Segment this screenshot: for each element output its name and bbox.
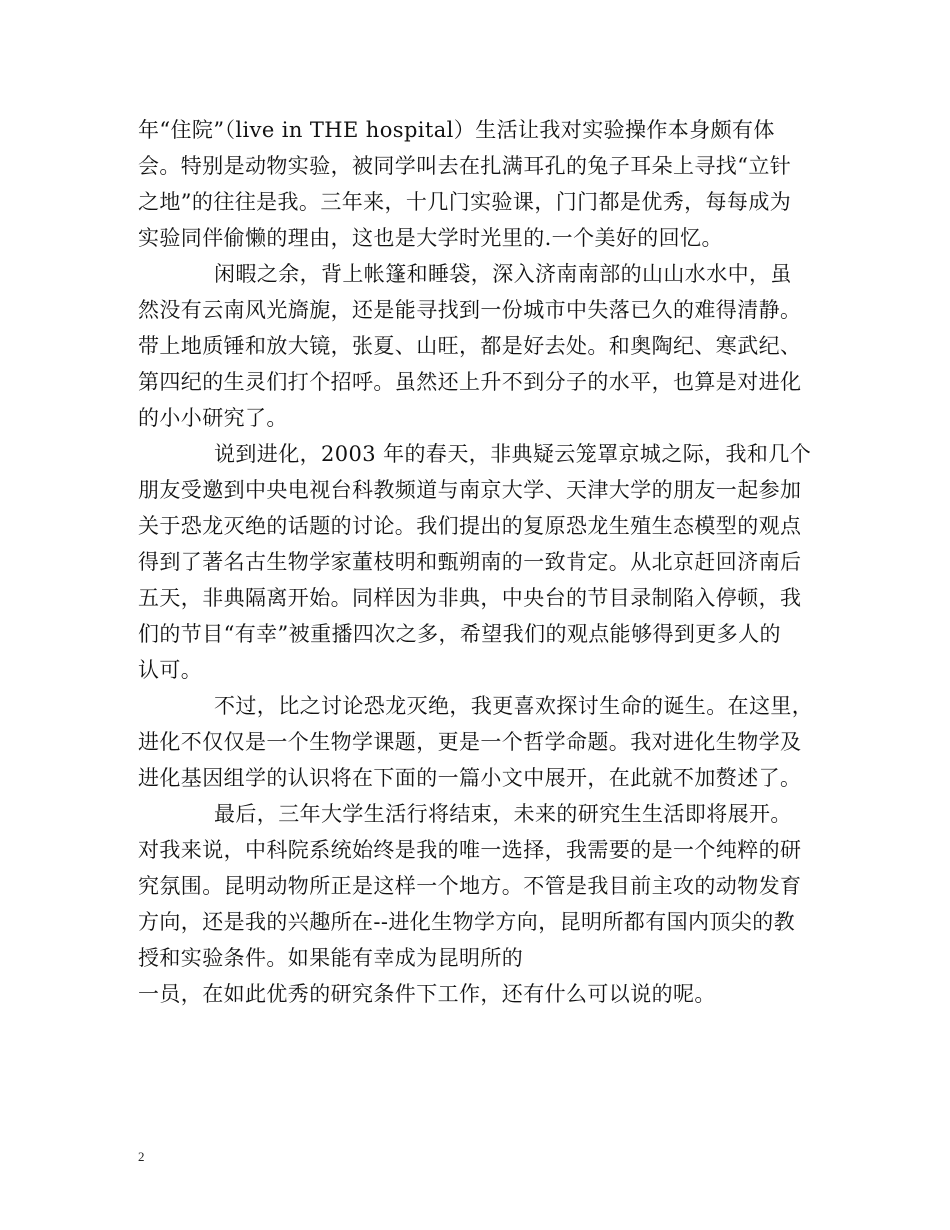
- text-line: 认可。: [138, 658, 203, 682]
- text-line: 关于恐龙灭绝的话题的讨论。我们提出的复原恐龙生殖生态模型的观点: [138, 514, 802, 538]
- text-line: 一员，在如此优秀的研究条件下工作，还有什么可以说的呢。: [138, 982, 716, 1006]
- paragraph-first-line: 不过，比之讨论恐龙灭绝，我更喜欢探讨生命的诞生。在这里，: [214, 694, 814, 718]
- text-line: 方向，还是我的兴趣所在--进化生物学方向，昆明所都有国内顶尖的教: [138, 910, 795, 934]
- text-line: 得到了著名古生物学家董枝明和甄朔南的一致肯定。从北京赶回济南后: [138, 550, 802, 574]
- paragraph-first-line: 说到进化，2003 年的春天，非典疑云笼罩京城之际，我和几个: [214, 442, 812, 466]
- text-line: 们的节目“有幸”被重播四次之多，希望我们的观点能够得到更多人的: [138, 622, 781, 646]
- text-line: 带上地质锤和放大镜，张夏、山旺，都是好去处。和奥陶纪、寒武纪、: [138, 334, 802, 358]
- text-line: 对我来说，中科院系统始终是我的唯一选择，我需要的是一个纯粹的研: [138, 838, 802, 862]
- paragraph-first-line: 闲暇之余，背上帐篷和睡袋，深入济南南部的山山水水中，虽: [214, 262, 792, 286]
- body-text: [138, 112, 828, 1012]
- page-number: 2: [138, 1149, 145, 1164]
- text-line: 进化不仅仅是一个生物学课题，更是一个哲学命题。我对进化生物学及: [138, 730, 802, 754]
- text-line: 第四纪的生灵们打个招呼。虽然还上升不到分子的水平，也算是对进化: [138, 370, 802, 394]
- text-line: 之地”的往往是我。三年来，十几门实验课，门门都是优秀，每每成为: [138, 190, 792, 214]
- paragraph-first-line: 最后，三年大学生活行将结束，未来的研究生生活即将展开。: [214, 802, 792, 826]
- text-line: 然没有云南风光旖旎，还是能寻找到一份城市中失落已久的难得清静。: [138, 298, 802, 322]
- text-line: 五天，非典隔离开始。同样因为非典，中央台的节目录制陷入停顿，我: [138, 586, 802, 610]
- text-line: 授和实验条件。如果能有幸成为昆明所的: [138, 946, 524, 970]
- text-line: 会。特别是动物实验，被同学叫去在扎满耳孔的兔子耳朵上寻找“立针: [138, 154, 792, 178]
- text-line: 实验同伴偷懒的理由，这也是大学时光里的.一个美好的回忆。: [138, 226, 723, 250]
- text-line: 究氛围。昆明动物所正是这样一个地方。不管是我目前主攻的动物发育: [138, 874, 802, 898]
- text-line: 年“住院”（live in THE hospital）生活让我对实验操作本身颇有体: [138, 118, 775, 142]
- text-line: 朋友受邀到中央电视台科教频道与南京大学、天津大学的朋友一起参加: [138, 478, 802, 502]
- text-line: 进化基因组学的认识将在下面的一篇小文中展开，在此就不加赘述了。: [138, 766, 802, 790]
- text-line: 的小小研究了。: [138, 406, 288, 430]
